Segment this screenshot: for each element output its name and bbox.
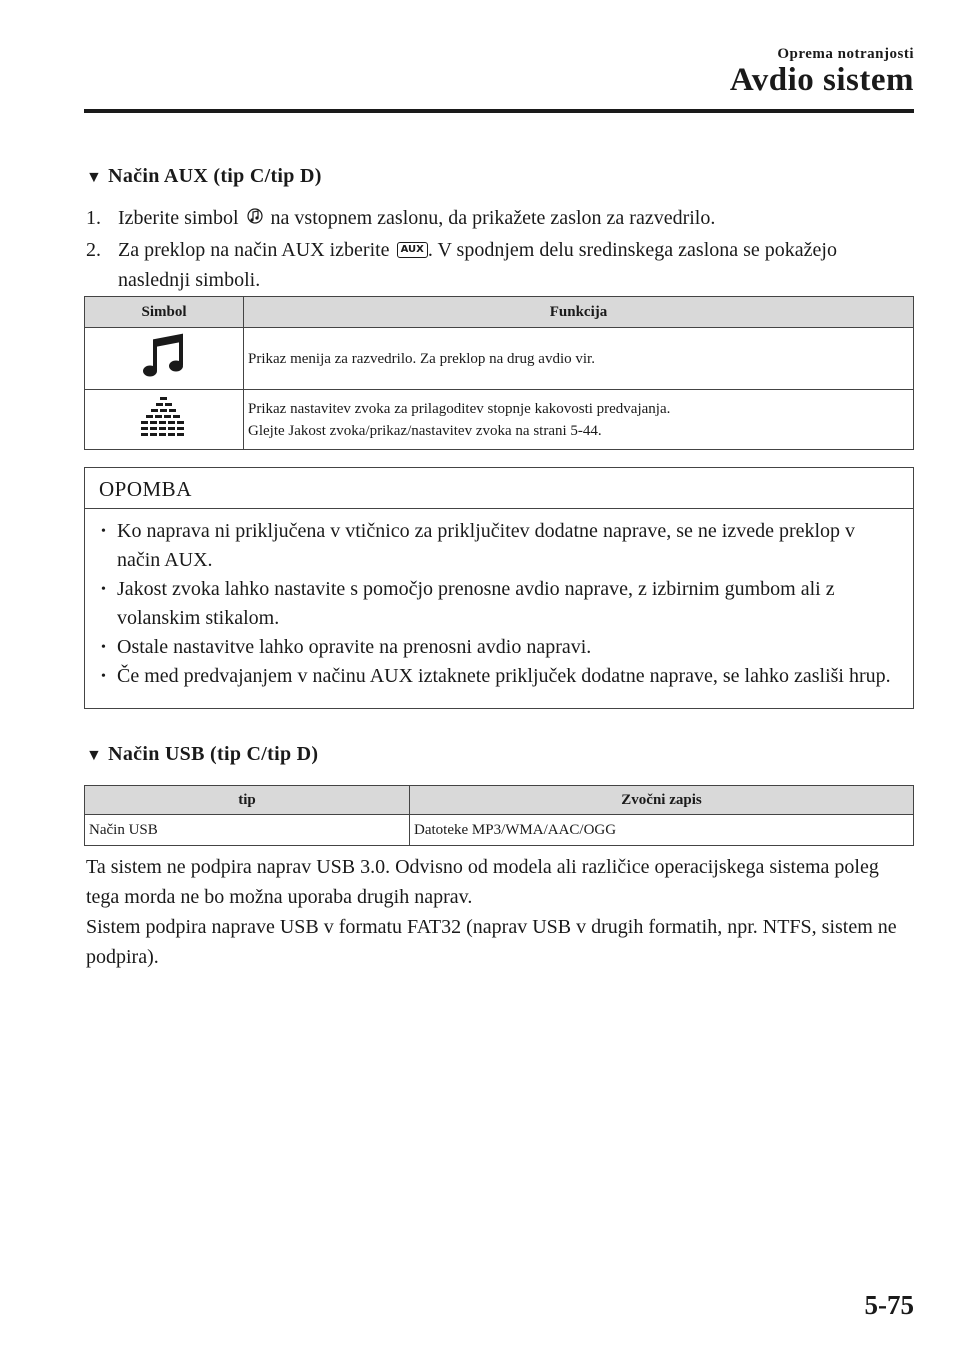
- bullet-icon: •: [101, 669, 106, 684]
- triangle-bullet-icon: ▼: [86, 169, 103, 186]
- usb-paragraphs: [86, 852, 916, 972]
- aux-steps: [86, 203, 906, 295]
- step-2: 2. Za preklop na način AUX izberite AUX . V spodnjem delu sredinskega zaslona se pokažejo naslednji simboli.: [86, 239, 837, 291]
- list-item: • Ko naprava ni priključena v vtičnico za priključitev dodatne naprave, se ne izvede preklop v način AUX.: [99, 517, 899, 575]
- usb-heading: ▼ Način USB (tip C/tip D): [86, 743, 319, 765]
- list-item: • Ostale nastavitve lahko opravite na prenosni avdio napravi.: [99, 633, 899, 662]
- col-header-function: Funkcija: [244, 297, 914, 328]
- note-title: OPOMBA: [85, 468, 913, 509]
- bullet-icon: •: [101, 582, 106, 597]
- header-rule: [84, 109, 914, 113]
- page-title: Avdio sistem: [729, 62, 914, 98]
- bullet-icon: •: [101, 640, 106, 655]
- col-header-type: tip: [85, 786, 410, 815]
- aux-heading: ▼ Način AUX (tip C/tip D): [86, 165, 322, 187]
- page-number: 5-75: [864, 1290, 914, 1320]
- music-note-icon: [139, 331, 189, 381]
- table-row: Prikaz nastavitev zvoka za prilagoditev stopnje kakovosti predvajanja. Glejte Jakost zvoka/prikaz/nastavitev zvoka na strani 5-44.: [85, 390, 914, 450]
- list-item: • Jakost zvoka lahko nastavite s pomočjo prenosne avdio naprave, z izbirnim gumbom ali z volanskim stikalom.: [99, 575, 899, 633]
- col-header-audio-format: Zvočni zapis: [410, 786, 914, 815]
- equalizer-icon: [136, 394, 192, 440]
- table-row: Prikaz menija za razvedrilo. Za preklop na drug avdio vir.: [85, 328, 914, 390]
- usb-table: [84, 785, 914, 846]
- triangle-bullet-icon: ▼: [86, 747, 103, 764]
- step-1: 1. Izberite simbol na vstopnem zaslonu, da prikažete zaslon za razvedrilo.: [86, 203, 906, 235]
- list-item: • Če med predvajanjem v načinu AUX iztaknete priključek dodatne naprave, se lahko zasliši hrup.: [99, 662, 899, 691]
- table-row: Način USB Datoteke MP3/WMA/AAC/OGG: [85, 815, 914, 846]
- entertainment-note-icon: [247, 205, 263, 235]
- note-box: [84, 467, 914, 709]
- bullet-icon: •: [101, 524, 106, 539]
- paragraph: Ta sistem ne podpira naprav USB 3.0. Odvisno od modela ali različice operacijskega sistema poleg tega morda ne bo možna uporaba drugih naprav.: [86, 856, 879, 908]
- col-header-symbol: Simbol: [85, 297, 244, 328]
- aux-button-icon: AUX: [397, 242, 428, 258]
- section-label: Oprema notranjosti: [777, 46, 914, 62]
- symbol-table: [84, 296, 914, 450]
- paragraph: Sistem podpira naprave USB v formatu FAT32 (naprav USB v drugih formatih, npr. NTFS, sistem ne podpira).: [86, 916, 897, 968]
